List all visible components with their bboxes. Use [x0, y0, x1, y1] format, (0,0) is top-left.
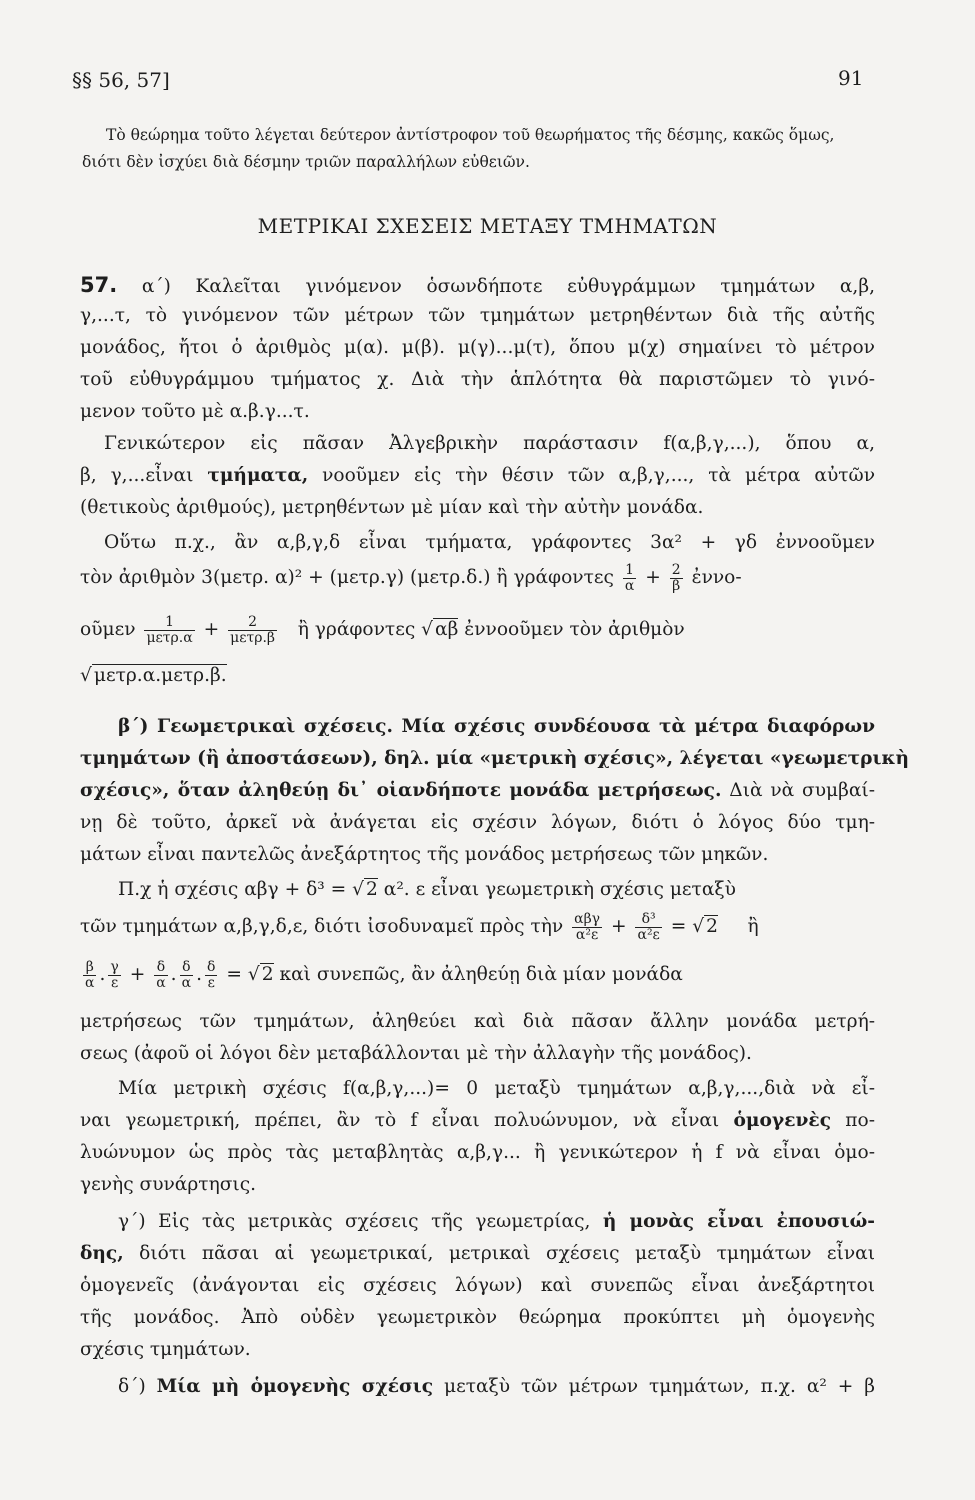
metric-line-3: λυώνυμον ὡς πρὸς τὰς μεταβλητὰς α,β,γ... ἢ γενικώτερον ἡ f νὰ εἶναι ὁμο-: [80, 1142, 875, 1163]
example-line-3: οῦμεν $\frac{1}{\text{μετρ.α}}$ + $\frac{2}{\text{μετρ.β}}$ ἢ γράφοντες √ αβ ἐννοοῦμεν τὸν ἀριθμὸν: [80, 614, 685, 646]
ex2-line-4: μετρήσεως τῶν τμημάτων, ἀληθεύει καὶ διὰ πᾶσαν ἄλλην μονάδα μετρή-: [80, 1011, 875, 1032]
p57-line-2: γ,...τ, τὸ γινόμενον τῶν μέτρων τῶν τμημάτων μετρηθέντων διὰ τῆς αὐτῆς: [80, 305, 875, 326]
beta-line-2: τμημάτων (ἢ ἀποστάσεων), δηλ. μία «μετρικὴ σχέσις», λέγεται «γεωμετρικὴ: [80, 748, 909, 769]
p57-line-3: μονάδος, ἤτοι ὁ ἀριθμὸς μ(α). μ(β). μ(γ)...μ(τ), ὅπου μ(χ) σημαίνει τὸ μέτρον: [80, 337, 875, 358]
example-line-4: √ μετρ.α.μετρ.β.: [80, 665, 227, 686]
gamma-line-2: δης, διότι πᾶσαι αἱ γεωμετρικαί, μετρικαὶ σχέσεις μεταξὺ τμημάτων εἶναι: [80, 1243, 875, 1264]
gamma-line-3: ὁμογενεῖς (ἀνάγονται εἰς σχέσεις λόγων) καὶ συνεπῶς εἶναι ἀνεξάρτητοι: [80, 1275, 875, 1296]
fraction: $\frac{\gamma}{\varepsilon}$: [110, 959, 119, 991]
fraction: $\frac{2}{\text{μετρ.β}}$: [230, 614, 275, 646]
fraction: $\frac{\delta}{\varepsilon}$: [206, 959, 216, 991]
fraction: $\frac{\beta}{\alpha}$: [85, 959, 95, 991]
general-line-1: Γενικώτερον εἰς πᾶσαν Ἀλγεβρικὴν παράστασιν f(α,β,γ,...), ὅπου α,: [104, 433, 875, 454]
general-line-3: (θετικοὺς ἀριθμούς), μετρηθέντων μὲ μίαν καὶ τὴν αὐτὴν μονάδα.: [80, 497, 704, 518]
example-line-2: τὸν ἀριθμὸν 3(μετρ. α)² + (μετρ.γ) (μετρ.δ.) ἢ γράφοντες $\frac{1}{\alpha}$ + $\frac{2}{\beta}$ ἐννο-: [80, 562, 742, 594]
radical-sign: √: [80, 665, 92, 686]
fraction: $\frac{\text{δ³}}{\text{α²ε}}$: [637, 911, 660, 943]
fraction: $\frac{1}{\alpha}$: [624, 562, 635, 594]
delta-line-1: δ΄) Μία μὴ ὁμογενὴς σχέσις μεταξὺ τῶν μέτρων τμημάτων, π.χ. α² + β: [118, 1376, 876, 1397]
ex2-line-1: Π.χ ἡ σχέσις αβγ + δ³ = √ 2 α². ε εἶναι γεωμετρικὴ σχέσις μεταξὺ: [118, 879, 736, 900]
general-line-2: β, γ,...εἶναι τμήματα, νοοῦμεν εἰς τὴν θέσιν τῶν α,β,γ,..., τὰ μέτρα αὐτῶν: [80, 465, 875, 486]
section-title: ΜΕΤΡΙΚΑΙ ΣΧΕΣΕΙΣ ΜΕΤΑΞΥ ΤΜΗΜΑΤΩΝ: [257, 214, 718, 238]
beta-line-5: μάτων εἶναι παντελῶς ἀνεξάρτητος τῆς μονάδος μετρήσεως τῶν μηκῶν.: [80, 844, 769, 865]
fraction: $\frac{\text{αβγ}}{\text{α²ε}}$: [574, 911, 601, 943]
radical-sign: √: [421, 619, 434, 641]
fraction: $\frac{1}{\text{μετρ.α}}$: [146, 614, 193, 646]
ex2-line-2: τῶν τμημάτων α,β,γ,δ,ε, διότι ἰσοδυναμεῖ πρὸς τὴν $\frac{\text{αβγ}}{\text{α²ε}}$ + $\frac{\text{δ³}}{\text{α²ε}}$ = √ 2 ἢ: [80, 911, 759, 943]
beta-line-3: σχέσις», ὅταν ἀληθεύῃ δι᾽ οἱανδήποτε μονάδα μετρήσεως. Διὰ νὰ συμβαί-: [80, 780, 875, 801]
intro-paragraph: Τὸ θεώρημα τοῦτο λέγεται δεύτερον ἀντίστροφον τοῦ θεωρήματος τῆς δέσμης, κακῶς ὅμως, διότι δὲν ἰσχύει διὰ δέσμην τριῶν παραλλήλων εὐθειῶν.: [82, 126, 835, 171]
running-header: §§ 56, 57]: [72, 68, 170, 92]
beta-line-4: νῃ δὲ τοῦτο, ἀρκεῖ νὰ ἀνάγεται εἰς σχέσιν λόγων, διότι ὁ λόγος δύο τμη-: [80, 812, 875, 833]
metric-line-2: ναι γεωμετρική, πρέπει, ἂν τὸ f εἶναι πολυώνυμον, νὰ εἶναι ὁμογενὲς πο-: [80, 1110, 875, 1131]
example-line-1: Οὕτω π.χ., ἂν α,β,γ,δ εἶναι τμήματα, γράφοντες 3α² + γδ ἐννοοῦμεν: [104, 532, 875, 553]
gamma-line-1: γ΄) Εἰς τὰς μετρικὰς σχέσεις τῆς γεωμετρίας, ἡ μονὰς εἶναι ἐπουσιώ-: [118, 1211, 875, 1232]
radical-sign: √: [247, 964, 260, 986]
beta-line-1: β΄) Γεωμετρικαὶ σχέσεις. Μία σχέσις συνδέουσα τὰ μέτρα διαφόρων: [118, 716, 875, 737]
ex2-line-3: $\frac{\beta}{\alpha}$ . $\frac{\gamma}{\varepsilon}$ + $\frac{\delta}{\alpha}$ . $\frac{\delta}{\alpha}$ . $\frac{\delta}{\varepsilon}$ = √ 2 καὶ συνεπῶς, ἂν ἀληθεύῃ διὰ μίαν μονάδα: [85, 959, 683, 991]
ex2-line-5: σεως (ἀφοῦ οἱ λόγοι δὲν μεταβάλλονται μὲ τὴν ἀλλαγὴν τῆς μονάδος).: [80, 1043, 752, 1064]
metric-line-1: Μία μετρικὴ σχέσις f(α,β,γ,...)= 0 μεταξὺ τμημάτων α,β,γ,...,διὰ νὰ εἶ-: [118, 1078, 875, 1099]
p57-line-1: 57. α΄) Καλεῖται γινόμενον ὁσωνδήποτε εὐθυγράμμων τμημάτων α,β,: [80, 273, 875, 297]
fraction: $\frac{2}{\beta}$: [671, 562, 681, 594]
gamma-line-4: τῆς μονάδος. Ἀπὸ οὐδὲν γεωμετρικὸν θεώρημα προκύπτει μὴ ὁμογενὴς: [80, 1307, 875, 1328]
page-number: 91: [838, 66, 864, 90]
radical-sign: √: [692, 916, 705, 938]
metric-line-4: γενὴς συνάρτησις.: [80, 1174, 257, 1195]
p57-line-4: τοῦ εὐθυγράμμου τμήματος χ. Διὰ τὴν ἁπλότητα θὰ παριστῶμεν τὸ γινό-: [80, 369, 875, 390]
p57-line-5: μενον τοῦτο μὲ α.β.γ...τ.: [80, 401, 310, 422]
radical-sign: √: [352, 879, 364, 900]
fraction: $\frac{\delta}{\alpha}$: [156, 959, 166, 991]
paragraph-number: 57.: [80, 273, 118, 297]
gamma-line-5: σχέσις τμημάτων.: [80, 1339, 251, 1360]
fraction: $\frac{\delta}{\alpha}$: [181, 959, 192, 991]
